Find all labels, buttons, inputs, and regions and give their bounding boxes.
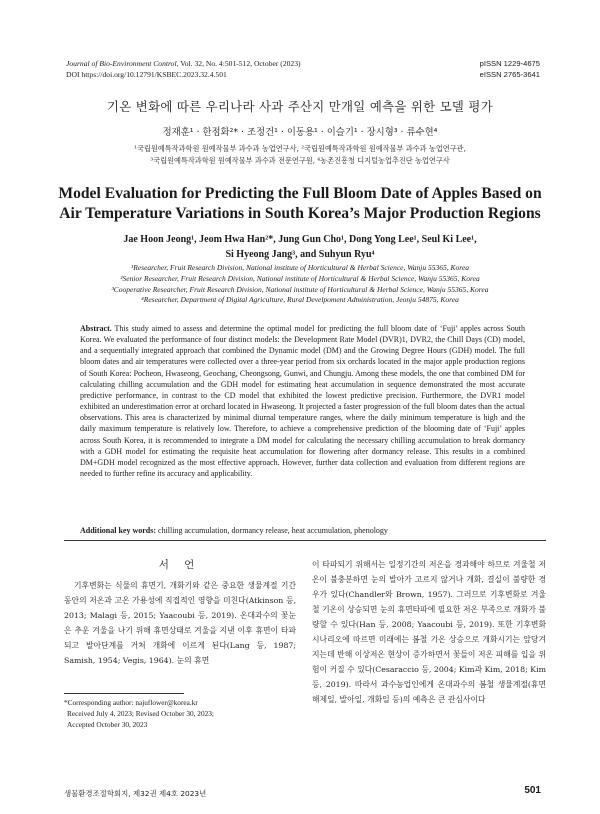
korean-affiliations bbox=[0, 143, 600, 167]
keywords bbox=[80, 525, 525, 536]
keywords-text: chilling accumulation, dormancy release, heat accumulation, phenology bbox=[156, 526, 388, 535]
section-divider bbox=[64, 540, 546, 541]
english-title bbox=[40, 184, 560, 224]
korean-title: 기온 변화에 따른 우리나라 사과 주산지 만개일 예측을 위한 모델 평가 bbox=[107, 99, 493, 114]
pissn: pISSN 1229-4675 bbox=[479, 59, 540, 68]
abstract bbox=[80, 323, 525, 479]
abstract-text: This study aimed to assess and determine the optimal model for predicting the full bloom date of ‘Fuji’ apples across South Korea. We evaluated the performance of four distinct models: the Development Rate Model (DVR)1, DVR2, the Chill Days (CD) model, and a sequentially integrated approach that combined the Dynamic model (DM) and the Growing Degree Hours (GDH) model. The full bloom dates and air temperatures were collected over a three-year period from six orchards located in the major apple production regions of South Korea: Pocheon, Hwaseong, Geochang, Cheongsong, Gunwi, and Chungju. Among these models, the one that combined DM for calculating chilling accumulation and the GDH model for estimating heat accumulation in sequence demonstrated the most accurate predictive performance, in contrast to the CD model that exhibited the lowest predictive precision. Furthermore, the DVR1 model exhibited an underestimation error at orchard located in Hwaseong. It projected a faster progression of the full bloom dates than the actual observations. This area is characterized by minimal diurnal temperature ranges, where the daily minimum temperature is high and the daily maximum temperature is relatively low. Therefore, to achieve a comprehensive prediction of the blooming date of ‘Fuji’ apples across South Korea, it is recommended to integrate a DM model for calculating the necessary chilling accumulation to break dormancy with a GDH model for estimating the requisite heat accumulation for flowering after dormancy release. This results in a combined DM+GDH model recognized as the most effective approach. However, further data collection and evaluation from different regions are needed to further refine its accuracy and applicability. bbox=[80, 324, 525, 479]
abstract-label: Abstract. bbox=[80, 324, 112, 333]
issn-block bbox=[480, 58, 540, 80]
eissn: eISSN 2765-3641 bbox=[479, 70, 540, 79]
english-title-line: Model Evaluation for Predicting the Full Bloom Date of Apples Based on bbox=[58, 185, 542, 202]
english-affil-line: ³Cooperative Researcher, Fruit Research Division, National institute of Horticultural & Herbal Science, Wanju 55365, Korea bbox=[111, 284, 489, 294]
doi-link[interactable]: DOI https://doi.org/10.12791/KSBEC.2023.32.4.501 bbox=[66, 70, 227, 79]
english-affil-line: ⁴Researcher, Department of Digital Agriculture, Rural Develpoment Administration, Jeonju 54875, Korea bbox=[141, 295, 459, 305]
footnote-divider bbox=[64, 693, 184, 694]
english-title-line: Air Temperature Variations in South Korea’s Major Production Regions bbox=[59, 205, 541, 222]
journal-volume: Vol. 32, No. 4:501-512, October (2023) bbox=[178, 59, 301, 68]
korean-affil-line: ³국립원예특작과학원 원예작물부 과수과 전문연구원, ⁴농촌진흥청 디지털농업추진단 농업연구사 bbox=[150, 156, 450, 165]
accepted-date: Accepted October 30, 2023 bbox=[67, 720, 148, 730]
english-authors-line: Jae Hoon Jeong¹, Jeom Hwa Han²*, Jung Gun Cho¹, Dong Yong Lee¹, Seul Ki Lee¹, bbox=[123, 234, 477, 245]
intro-left-column: 기후변화는 식물의 휴면기, 개화기와 같은 중요한 생물계절 기간 동안의 저온과 고온 가용성에 직접적인 영향을 미친다(Atkinson 등, 2013; Malagi 등, 2015; Yaacoubi 등, 2019). 온대과수의 꽃눈은 추운 겨울을 나기 위해 휴면상태로 겨울을 지낸 이후 휴면이 타파되고 발아단계를 거쳐 개화에 이르게 된다(Lang 등, 1987; Samish, 1954; Vegis, 1964). 눈의 휴면 bbox=[64, 581, 296, 666]
journal-name: Journal of Bio-Environment Control, bbox=[66, 59, 179, 68]
page-number: 501 bbox=[524, 785, 541, 796]
introduction-heading: 서 언 bbox=[158, 559, 201, 571]
keywords-label: Additional key words: bbox=[80, 526, 157, 535]
english-authors bbox=[40, 232, 560, 262]
korean-affil-line: ¹국립원예특작과학원 원예작물부 과수과 농업연구사, ²국립원예특작과학원 원예작물부 과수과 농업연구관, bbox=[134, 144, 466, 153]
intro-right-column: 이 타파되기 위해서는 일정기간의 저온을 경과해야 하므로 겨울철 저온이 불충분하면 눈의 발아가 고르지 않거나 개화, 결실이 불량한 경우가 있다(Chandler와 Brown, 1957). 그러므로 기후변화로 겨울철 기온이 상승되면 눈의 휴면타파에 필요한 저온 부족으로 개화가 불량할 수 있다(Han 등, 2008; Yaacoubi 등, 2019). 또한 기후변화 시나리오에 따르면 미래에는 봄철 기온 상승으로 개화시기는 앞당겨 지는데 반해 이상저온 현상이 증가하면서 꽃들이 저온 피해를 입을 위험이 커질 수 있다(Cesaraccio 등, 2004; Kim과 Kim, 2018; Kim 등, 2019). 따라서 과수농업인에게 온대과수의 봄철 생물계절(휴면해제일, 발아일, 개화일 등)의 예측은 큰 관심사이다 bbox=[312, 560, 546, 705]
footnote bbox=[64, 697, 296, 731]
korean-authors: 정재훈¹ · 한점화²* · 조정건¹ · 이동용¹ · 이슬기¹ · 장시형³ · 류수현⁴ bbox=[162, 127, 438, 138]
footer-journal: 생물환경조절학회지, 제32권 제4호 2023년 bbox=[64, 789, 207, 798]
english-authors-line: Si Hyeong Jang³, and Suhyun Ryu⁴ bbox=[225, 249, 375, 260]
english-affil-line: ²Senior Researcher, Fruit Research Division, National institute of Horticultural & Herbal Science, Wanju 55365, Korea bbox=[120, 273, 480, 283]
journal-citation bbox=[66, 58, 301, 80]
corresponding-author: *Corresponding author: najuflower@korea.kr bbox=[64, 698, 198, 707]
english-affiliations bbox=[40, 263, 560, 306]
english-affil-line: ¹Researcher, Fruit Research Division, National institute of Horticultural & Herbal Science, Wanju 55365, Korea bbox=[131, 263, 469, 272]
received-dates: Received July 4, 2023; Revised October 30, 2023; bbox=[67, 709, 214, 719]
